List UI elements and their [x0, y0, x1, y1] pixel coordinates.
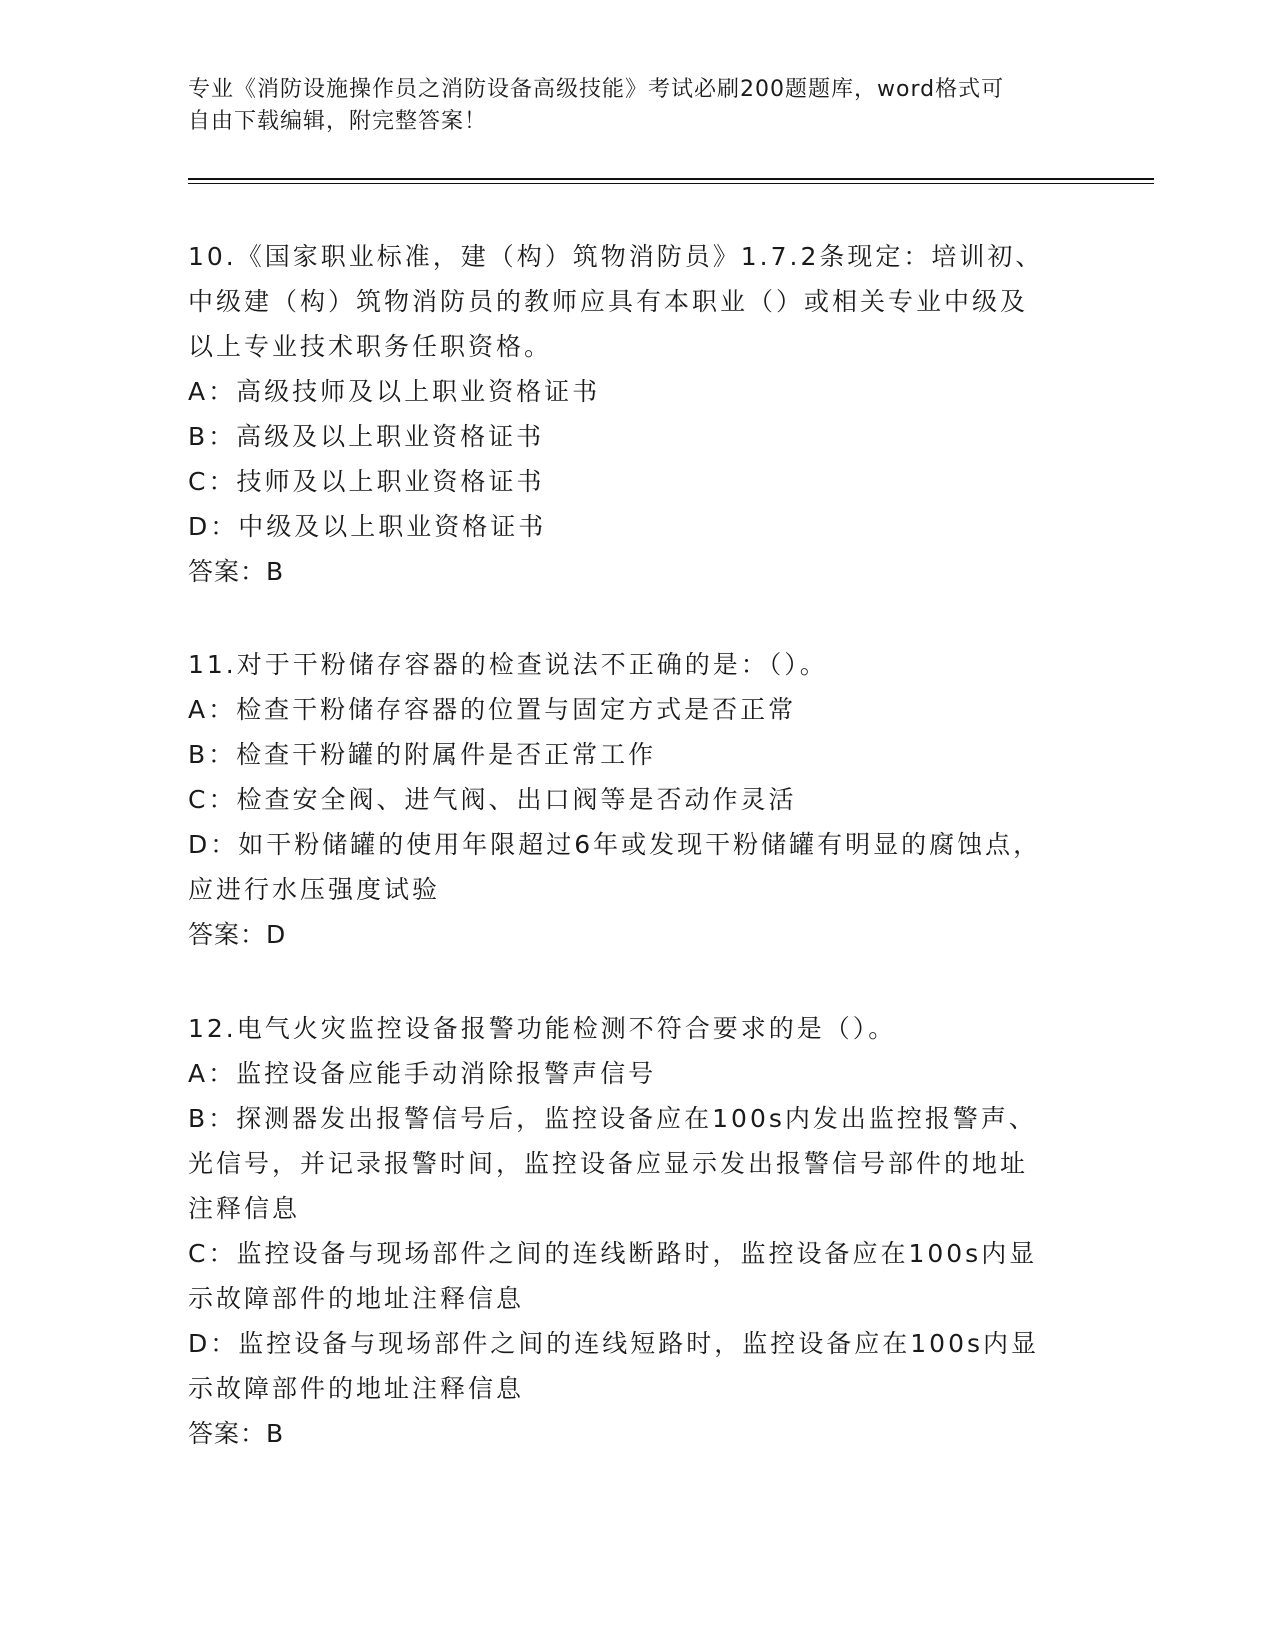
- question-stem-line: 11.对于干粉储存容器的检查说法不正确的是：（）。: [188, 650, 828, 679]
- option-c-continuation: 示故障部件的地址注释信息: [188, 1284, 525, 1313]
- answer-label: 答案：B: [188, 1419, 285, 1448]
- option-a: A：高级技师及以上职业资格证书: [188, 377, 601, 406]
- document-header: [188, 74, 1068, 138]
- question-stem-line: 10.《国家职业标准，建（构）筑物消防员》1.7.2条现定：培训初、: [188, 242, 1044, 271]
- question-11: [188, 642, 1068, 957]
- option-b: B：高级及以上职业资格证书: [188, 422, 545, 451]
- header-line: 专业《消防设施操作员之消防设备高级技能》考试必刷200题题库，word格式可: [188, 77, 1005, 102]
- answer-label: 答案：D: [188, 920, 287, 949]
- question-10: [188, 234, 1068, 594]
- option-b: B：探测器发出报警信号后，监控设备应在100s内发出监控报警声、: [188, 1104, 1037, 1133]
- option-d: D：中级及以上职业资格证书: [188, 512, 547, 541]
- question-stem-line: 中级建（构）筑物消防员的教师应具有本职业（）或相关专业中级及: [188, 287, 1029, 316]
- question-stem-line: 以上专业技术职务任职资格。: [188, 332, 553, 361]
- option-d: D：监控设备与现场部件之间的连线短路时，监控设备应在100s内显: [188, 1329, 1039, 1358]
- header-divider-thin: [188, 183, 1154, 184]
- option-c: C：检查安全阀、进气阀、出口阀等是否动作灵活: [188, 785, 797, 814]
- header-line: 自由下载编辑，附完整答案！: [188, 109, 488, 134]
- option-a: A：监控设备应能手动消除报警声信号: [188, 1059, 657, 1088]
- option-c: C：监控设备与现场部件之间的连线断路时，监控设备应在100s内显: [188, 1239, 1038, 1268]
- answer-label: 答案：B: [188, 557, 285, 586]
- option-b: B：检查干粉罐的附属件是否正常工作: [188, 740, 657, 769]
- question-12: [188, 1006, 1068, 1456]
- option-c: C：技师及以上职业资格证书: [188, 467, 545, 496]
- option-b-continuation: 注释信息: [188, 1194, 301, 1223]
- option-d-continuation: 应进行水压强度试验: [188, 875, 441, 904]
- option-d-continuation: 示故障部件的地址注释信息: [188, 1374, 525, 1403]
- question-stem-line: 12.电气火灾监控设备报警功能检测不符合要求的是（）。: [188, 1014, 897, 1043]
- option-d: D：如干粉储罐的使用年限超过6年或发现干粉储罐有明显的腐蚀点，: [188, 830, 1042, 859]
- option-b-continuation: 光信号，并记录报警时间，监控设备应显示发出报警信号部件的地址: [188, 1149, 1029, 1178]
- option-a: A：检查干粉储存容器的位置与固定方式是否正常: [188, 695, 797, 724]
- header-divider-thick: [188, 178, 1154, 180]
